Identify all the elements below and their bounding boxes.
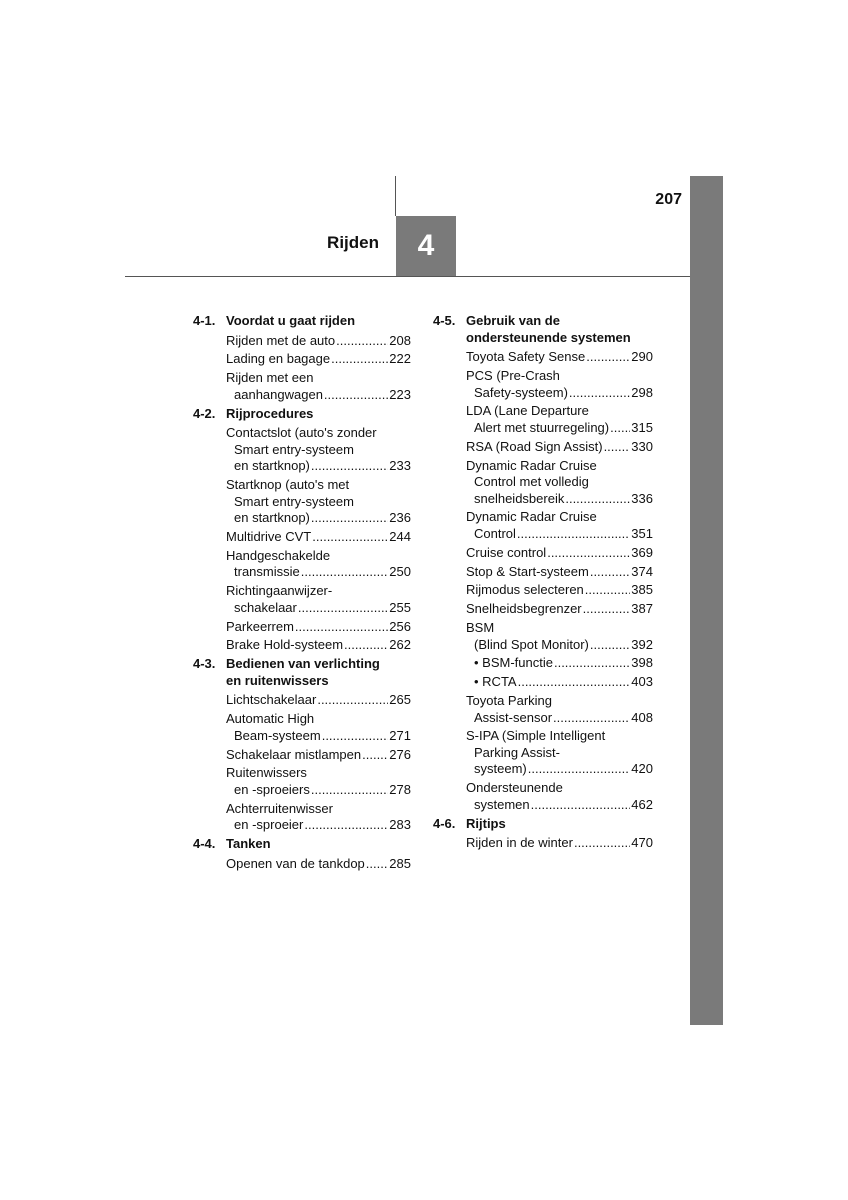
section-title-line: Tanken	[226, 836, 271, 852]
page-ref[interactable]: 276	[389, 746, 411, 762]
section-title-line: Rijtips	[466, 815, 506, 831]
chapter-title: Rijden	[327, 233, 379, 252]
entry-line-text: schakelaar	[234, 599, 297, 615]
entry-line	[226, 510, 411, 527]
entry-text	[226, 747, 411, 764]
entry-line	[466, 545, 653, 562]
dot-leader	[517, 526, 630, 543]
entry-line	[226, 637, 411, 654]
entry-line-text: snelheidsbereik	[474, 490, 565, 506]
entry-line-text: Toyota Safety Sense	[466, 349, 586, 365]
entry-line: S-IPA (Simple Intelligent	[466, 728, 606, 744]
chapter-number: 4	[417, 229, 435, 262]
section-number: 4-6.	[433, 815, 456, 831]
entry-line	[466, 420, 653, 437]
toc-entry[interactable]	[433, 545, 653, 562]
dot-leader	[304, 817, 388, 834]
entry-line: Contactslot (auto's zonder	[226, 425, 377, 441]
toc-entry[interactable]	[193, 747, 411, 764]
entry-line-text: Control	[474, 526, 516, 542]
entry-line-text: Cruise control	[466, 544, 547, 560]
entry-text	[466, 620, 653, 653]
entry-line-text: RSA (Road Sign Assist)	[466, 438, 603, 454]
entry-line	[466, 655, 653, 672]
page-ref[interactable]: 233	[389, 458, 411, 474]
page-ref[interactable]: 374	[631, 563, 653, 579]
header-vertical-rule	[395, 176, 396, 216]
entry-line-text: Rijden met de auto	[226, 332, 336, 348]
page-ref[interactable]: 283	[389, 817, 411, 833]
dot-leader	[317, 692, 388, 709]
toc-entry[interactable]	[433, 439, 653, 456]
entry-line-text: Snelheidsbegrenzer	[466, 601, 582, 617]
page-ref[interactable]: 222	[389, 351, 411, 367]
entry-line-text: • BSM-functie	[474, 655, 553, 671]
entry-text	[466, 780, 653, 813]
entry-line-text: en startknop)	[234, 510, 310, 526]
dot-leader	[336, 333, 388, 350]
chapter-side-tab	[690, 176, 723, 1025]
entry-text	[226, 637, 411, 654]
entry-line: Dynamic Radar Cruise	[466, 509, 597, 525]
toc-entry[interactable]	[193, 637, 411, 654]
dot-leader	[331, 351, 388, 368]
toc-entry[interactable]	[193, 765, 411, 798]
entry-line	[466, 439, 653, 456]
toc-entry[interactable]	[193, 529, 411, 546]
entry-text	[226, 548, 411, 581]
entry-text	[466, 655, 653, 672]
entry-line	[226, 856, 411, 873]
dot-leader	[547, 545, 630, 562]
entry-text	[226, 619, 411, 636]
toc-entry[interactable]	[433, 582, 653, 599]
entry-line-text: Parkeerrem	[226, 618, 294, 634]
entry-line	[226, 351, 411, 368]
page-ref[interactable]: 330	[631, 438, 653, 454]
page-ref[interactable]: 392	[631, 636, 653, 652]
entry-text	[226, 711, 411, 744]
page-ref[interactable]: 250	[389, 564, 411, 580]
chapter-number-box	[396, 216, 456, 276]
dot-leader	[554, 655, 630, 672]
dot-leader	[553, 710, 630, 727]
entry-line-text: • RCTA	[474, 674, 517, 690]
entry-line-text: Lading en bagage	[226, 351, 331, 367]
entry-line: LDA (Lane Departure	[466, 403, 589, 419]
entry-line-text: Rijden in de winter	[466, 835, 573, 851]
page-ref[interactable]: 470	[631, 835, 653, 851]
entry-line-text: Schakelaar mistlampen	[226, 746, 362, 762]
dot-leader	[569, 385, 630, 402]
entry-line: PCS (Pre-Crash	[466, 367, 560, 383]
page-ref[interactable]: 271	[389, 727, 411, 743]
entry-text	[226, 425, 411, 475]
toc-entry[interactable]	[433, 564, 653, 581]
section-title-line: en ruitenwissers	[226, 672, 329, 688]
entry-line-text: en -sproeiers	[234, 781, 310, 797]
entry-line-text: Safety-systeem)	[474, 384, 568, 400]
entry-line	[226, 564, 411, 581]
entry-line: Dynamic Radar Cruise	[466, 457, 597, 473]
entry-line: Handgeschakelde	[226, 547, 331, 563]
entry-line	[226, 817, 411, 834]
dot-leader	[518, 674, 631, 691]
entry-line-text: Stop & Start-systeem	[466, 563, 589, 579]
entry-line-text: Rijmodus selecteren	[466, 582, 584, 598]
toc-entry[interactable]	[433, 349, 653, 366]
entry-line	[466, 349, 653, 366]
toc-section-heading	[193, 406, 411, 423]
entry-line: BSM	[466, 619, 495, 635]
entry-line	[466, 601, 653, 618]
entry-text	[466, 564, 653, 581]
toc-entry[interactable]	[433, 403, 653, 436]
page-ref[interactable]: 236	[389, 510, 411, 526]
entry-line	[226, 728, 411, 745]
section-number: 4-1.	[193, 313, 216, 328]
toc-right-column	[433, 313, 653, 854]
entry-line: Toyota Parking	[466, 692, 552, 708]
page-ref[interactable]: 398	[631, 655, 653, 671]
dot-leader	[574, 835, 630, 852]
toc-section-heading	[193, 656, 411, 689]
entry-text	[226, 583, 411, 616]
entry-text	[226, 370, 411, 403]
dot-leader	[301, 564, 389, 581]
entry-text	[226, 477, 411, 527]
entry-line	[466, 385, 653, 402]
toc-entry[interactable]	[193, 370, 411, 403]
toc-section-heading	[433, 816, 653, 833]
entry-line	[226, 782, 411, 799]
page-ref[interactable]: 315	[631, 419, 653, 435]
entry-text	[466, 582, 653, 599]
dot-leader	[604, 439, 631, 456]
page-ref[interactable]: 223	[389, 386, 411, 402]
entry-text	[226, 351, 411, 368]
entry-text	[226, 856, 411, 873]
entry-line: Ruitenwissers	[226, 765, 307, 781]
toc-entry[interactable]	[433, 780, 653, 813]
entry-line: Rijden met een	[226, 370, 314, 386]
toc-entry[interactable]	[433, 620, 653, 653]
entry-line-text: systeem)	[474, 761, 527, 777]
page-ref[interactable]: 385	[631, 582, 653, 598]
toc-left-column	[193, 313, 411, 874]
entry-line: Achterruitenwisser	[226, 800, 333, 816]
entry-line-text: aanhangwagen	[234, 386, 323, 402]
dot-leader	[583, 601, 631, 618]
dot-leader	[366, 856, 389, 873]
section-number: 4-2.	[193, 405, 216, 421]
entry-line-text: Alert met stuurregeling)	[474, 419, 610, 435]
entry-line-text: transmissie	[234, 564, 300, 580]
entry-line: Smart entry-systeem	[234, 441, 354, 457]
page-ref[interactable]: 387	[631, 601, 653, 617]
toc-section-heading	[193, 313, 411, 330]
page-ref[interactable]: 298	[631, 384, 653, 400]
dot-leader	[585, 582, 631, 599]
dot-leader	[324, 387, 388, 404]
entry-line-text: (Blind Spot Monitor)	[474, 636, 589, 652]
entry-text	[466, 835, 653, 852]
entry-line	[226, 692, 411, 709]
toc-entry[interactable]	[433, 601, 653, 618]
entry-line	[226, 529, 411, 546]
entry-line	[226, 458, 411, 475]
dot-leader	[344, 637, 388, 654]
toc-entry[interactable]	[433, 728, 653, 778]
entry-line: Control met volledig	[474, 474, 589, 490]
entry-line	[466, 674, 653, 691]
dot-leader	[311, 510, 388, 527]
entry-line	[466, 637, 653, 654]
toc-entry[interactable]	[193, 801, 411, 834]
toc-entry[interactable]	[433, 655, 653, 672]
entry-line	[226, 333, 411, 350]
section-number: 4-5.	[433, 313, 456, 328]
entry-text	[466, 601, 653, 618]
page-ref[interactable]: 244	[389, 529, 411, 545]
page-ref[interactable]: 351	[631, 526, 653, 542]
entry-text	[466, 349, 653, 366]
section-title-line: Voordat u gaat rijden	[226, 313, 356, 328]
dot-leader	[586, 349, 630, 366]
entry-line	[466, 491, 653, 508]
entry-text	[226, 692, 411, 709]
entry-line: Richtingaanwijzer-	[226, 583, 333, 599]
page-ref[interactable]: 208	[389, 332, 411, 348]
page-ref[interactable]: 408	[631, 709, 653, 725]
entry-line: Parking Assist-	[474, 744, 560, 760]
entry-line	[226, 387, 411, 404]
entry-line-text: Lichtschakelaar	[226, 692, 317, 708]
section-title-line: ondersteunende systemen	[466, 329, 631, 345]
dot-leader	[590, 637, 630, 654]
dot-leader	[531, 797, 631, 814]
dot-leader	[528, 761, 631, 778]
entry-line-text: Assist-sensor	[474, 709, 553, 725]
toc-section-heading	[433, 313, 653, 346]
toc-entry[interactable]	[193, 548, 411, 581]
entry-line: Startknop (auto's met	[226, 477, 350, 493]
section-number: 4-4.	[193, 836, 216, 852]
entry-line	[466, 797, 653, 814]
page-ref[interactable]: 462	[631, 796, 653, 812]
page-ref[interactable]: 255	[389, 599, 411, 615]
page-ref[interactable]: 256	[389, 618, 411, 634]
entry-line	[226, 747, 411, 764]
toc-entry[interactable]	[193, 856, 411, 873]
toc-entry[interactable]	[433, 458, 653, 508]
page-ref[interactable]: 369	[631, 544, 653, 560]
toc-entry[interactable]	[433, 509, 653, 542]
toc-entry[interactable]	[193, 333, 411, 350]
entry-line	[466, 835, 653, 852]
entry-line	[466, 526, 653, 543]
dot-leader	[295, 619, 388, 636]
entry-line: Automatic High	[226, 711, 315, 727]
toc-entry[interactable]	[193, 477, 411, 527]
entry-line	[466, 564, 653, 581]
toc-entry[interactable]	[193, 692, 411, 709]
page-ref[interactable]: 262	[389, 637, 411, 653]
entry-line	[466, 761, 653, 778]
entry-text	[466, 509, 653, 542]
page-ref[interactable]: 290	[631, 349, 653, 365]
entry-text	[226, 765, 411, 798]
entry-line	[466, 710, 653, 727]
dot-leader	[322, 728, 389, 745]
entry-line	[466, 582, 653, 599]
dot-leader	[311, 782, 388, 799]
entry-line	[226, 619, 411, 636]
toc-entry[interactable]	[193, 583, 411, 616]
toc-section-heading	[193, 836, 411, 853]
page-ref[interactable]: 336	[631, 490, 653, 506]
entry-text	[466, 693, 653, 726]
page-ref[interactable]: 420	[631, 761, 653, 777]
page-ref[interactable]: 265	[389, 692, 411, 708]
entry-text	[466, 403, 653, 436]
section-title-line: Rijprocedures	[226, 405, 314, 421]
entry-line	[226, 600, 411, 617]
toc-entry[interactable]	[193, 619, 411, 636]
toc-entry[interactable]	[433, 368, 653, 401]
entry-text	[466, 368, 653, 401]
entry-text	[466, 545, 653, 562]
toc-entry[interactable]	[433, 693, 653, 726]
entry-text	[466, 439, 653, 456]
section-number: 4-3.	[193, 656, 216, 672]
page-ref[interactable]: 278	[389, 781, 411, 797]
dot-leader	[311, 458, 388, 475]
entry-line-text: Brake Hold-systeem	[226, 637, 344, 653]
entry-text	[226, 529, 411, 546]
entry-line-text: en startknop)	[234, 458, 310, 474]
toc-entry[interactable]	[193, 351, 411, 368]
section-title-line: Gebruik van de	[466, 313, 560, 328]
page-ref[interactable]: 403	[631, 674, 653, 690]
header-horizontal-rule	[125, 276, 690, 277]
entry-line-text: systemen	[474, 796, 530, 812]
entry-text	[226, 333, 411, 350]
toc-entry[interactable]	[433, 674, 653, 691]
entry-line: Ondersteunende	[466, 780, 563, 796]
toc-entry[interactable]	[193, 425, 411, 475]
entry-text	[226, 801, 411, 834]
dot-leader	[565, 491, 630, 508]
dot-leader	[590, 564, 630, 581]
entry-text	[466, 674, 653, 691]
entry-text	[466, 458, 653, 508]
entry-line: Smart entry-systeem	[234, 493, 354, 509]
entry-line-text: en -sproeier	[234, 817, 304, 833]
section-title-line: Bedienen van verlichting	[226, 656, 380, 672]
dot-leader	[298, 600, 388, 617]
entry-line-text: Beam-systeem	[234, 727, 321, 743]
page-number: 207	[655, 191, 682, 208]
toc-entry[interactable]	[433, 835, 653, 852]
entry-text	[466, 728, 653, 778]
page-ref[interactable]: 285	[389, 855, 411, 871]
dot-leader	[610, 420, 630, 437]
dot-leader	[312, 529, 388, 546]
entry-line-text: Multidrive CVT	[226, 529, 312, 545]
toc-entry[interactable]	[193, 711, 411, 744]
dot-leader	[362, 747, 388, 764]
entry-line-text: Openen van de tankdop	[226, 855, 365, 871]
